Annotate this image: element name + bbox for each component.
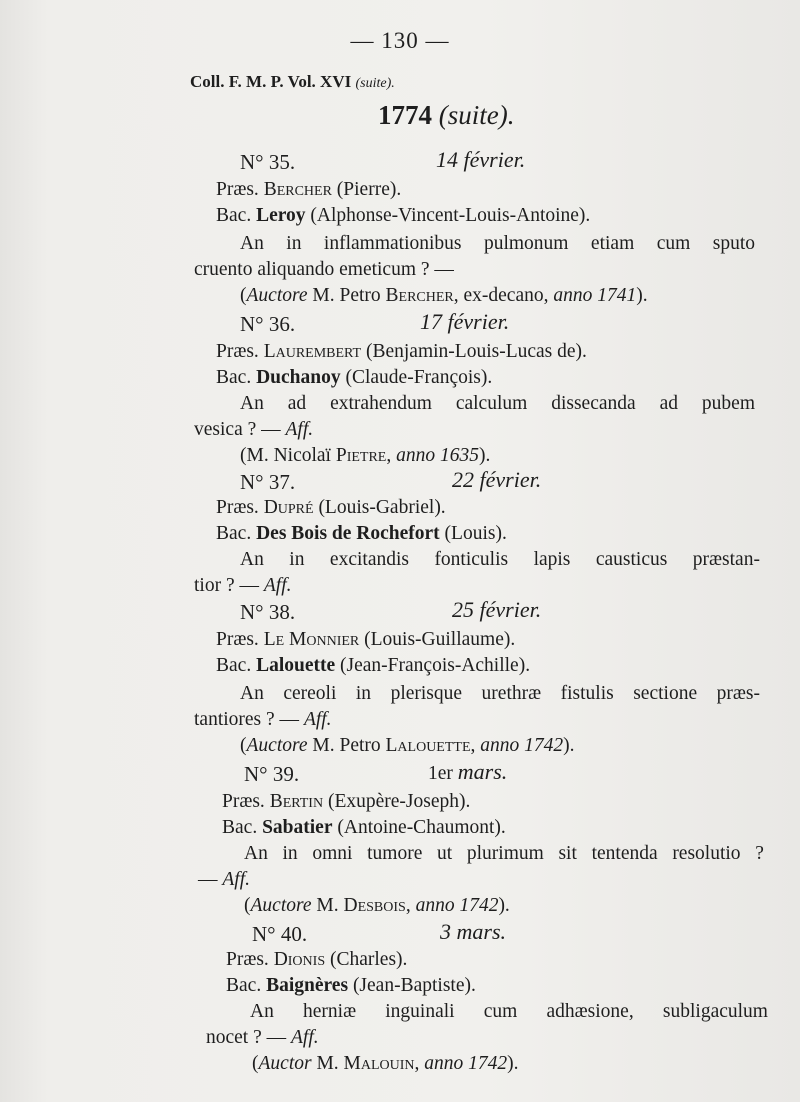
entry-date: 25 février. bbox=[452, 597, 542, 622]
bachelor-name: Baignères bbox=[266, 975, 349, 996]
thesis-line: tantiores ? — Aff. bbox=[194, 709, 332, 730]
bachelor-name: Lalouette bbox=[256, 655, 336, 676]
praeses-name: Bercher bbox=[263, 179, 332, 200]
thesis-line: — Aff. bbox=[198, 869, 250, 890]
praeses-line: Præs. Laurembert (Benjamin-Louis-Lucas de). bbox=[216, 341, 587, 362]
thesis-line: An ad extrahendum calculum dissecanda ad pubem bbox=[240, 393, 755, 414]
thesis-line: An cereoli in plerisque urethræ fistulis sectione præs- bbox=[240, 683, 760, 704]
entry-number: N° 40. bbox=[252, 922, 308, 946]
author-note: (M. Nicolaï Pietre, anno 1635). bbox=[240, 445, 491, 466]
author-note: (Auctore M. Petro Lalouette, anno 1742). bbox=[240, 735, 575, 756]
thesis-line: nocet ? — Aff. bbox=[206, 1027, 319, 1048]
entry-date: 3 mars. bbox=[440, 919, 507, 944]
entry-date: 1er mars. bbox=[428, 759, 508, 784]
bachelor-name: Sabatier bbox=[262, 817, 333, 838]
thesis-line: vesica ? — Aff. bbox=[194, 419, 314, 440]
entry-date: 17 février. bbox=[420, 309, 510, 334]
entry-date: 22 février. bbox=[452, 467, 542, 492]
bachelor-line: Bac. Des Bois de Rochefort (Louis). bbox=[216, 523, 507, 544]
author-note: (Auctor M. Malouin, anno 1742). bbox=[252, 1053, 519, 1074]
bachelor-line: Bac. Duchanoy (Claude-François). bbox=[216, 367, 493, 388]
entry-number: N° 35. bbox=[240, 150, 296, 174]
entry-number: N° 36. bbox=[240, 312, 296, 336]
year-heading bbox=[378, 100, 514, 131]
thesis-line: An herniæ inguinali cum adhæsione, subligaculum bbox=[250, 1001, 768, 1022]
page-number: — 130 — bbox=[350, 28, 450, 53]
praeses-name: Laurembert bbox=[263, 341, 362, 362]
entry-date-superscript: 1er bbox=[428, 763, 453, 784]
author-note: (Auctore M. Desbois, anno 1742). bbox=[244, 895, 510, 916]
praeses-line: Præs. Dionis (Charles). bbox=[226, 949, 408, 970]
year-suffix: (suite). bbox=[438, 100, 515, 130]
praeses-name: Dupré bbox=[263, 497, 314, 518]
collection-title: Coll. F. M. P. Vol. XVI bbox=[190, 72, 352, 91]
bachelor-name: Duchanoy bbox=[256, 367, 341, 388]
entry-number: N° 37. bbox=[240, 470, 296, 494]
entry-number: N° 39. bbox=[244, 762, 300, 786]
thesis-line: An in inflammationibus pulmonum etiam cum sputo bbox=[240, 233, 755, 254]
thesis-line: An in omni tumore ut plurimum sit tentenda resolutio ? bbox=[244, 843, 764, 864]
praeses-line: Præs. Dupré (Louis-Gabriel). bbox=[216, 497, 446, 518]
bachelor-name: Des Bois de Rochefort bbox=[256, 523, 440, 544]
praeses-line: Præs. Bercher (Pierre). bbox=[216, 179, 402, 200]
collection-header bbox=[190, 72, 395, 92]
bachelor-name: Leroy bbox=[256, 205, 306, 226]
praeses-line: Præs. Bertin (Exupère-Joseph). bbox=[222, 791, 471, 812]
thesis-line: cruento aliquando emeticum ? — bbox=[194, 259, 454, 280]
praeses-name: Bertin bbox=[269, 791, 324, 812]
praeses-line: Præs. Le Monnier (Louis-Guillaume). bbox=[216, 629, 516, 650]
thesis-line: tior ? — Aff. bbox=[194, 575, 292, 596]
bachelor-line: Bac. Lalouette (Jean-François-Achille). bbox=[216, 655, 531, 676]
collection-suffix: (suite). bbox=[355, 76, 395, 91]
bachelor-line: Bac. Sabatier (Antoine-Chaumont). bbox=[222, 817, 506, 838]
author-note: (Auctore M. Petro Bercher, ex-decano, anno 1741). bbox=[240, 285, 648, 306]
bachelor-line: Bac. Baignères (Jean-Baptiste). bbox=[226, 975, 476, 996]
thesis-line: An in excitandis fonticulis lapis causticus præstan- bbox=[240, 549, 760, 570]
praeses-name: Le Monnier bbox=[263, 629, 360, 650]
entry-number: N° 38. bbox=[240, 600, 296, 624]
praeses-name: Dionis bbox=[273, 949, 326, 970]
entry-date: 14 février. bbox=[436, 147, 526, 172]
bachelor-line: Bac. Leroy (Alphonse-Vincent-Louis-Antoine). bbox=[216, 205, 591, 226]
year-number: 1774 bbox=[378, 100, 432, 130]
